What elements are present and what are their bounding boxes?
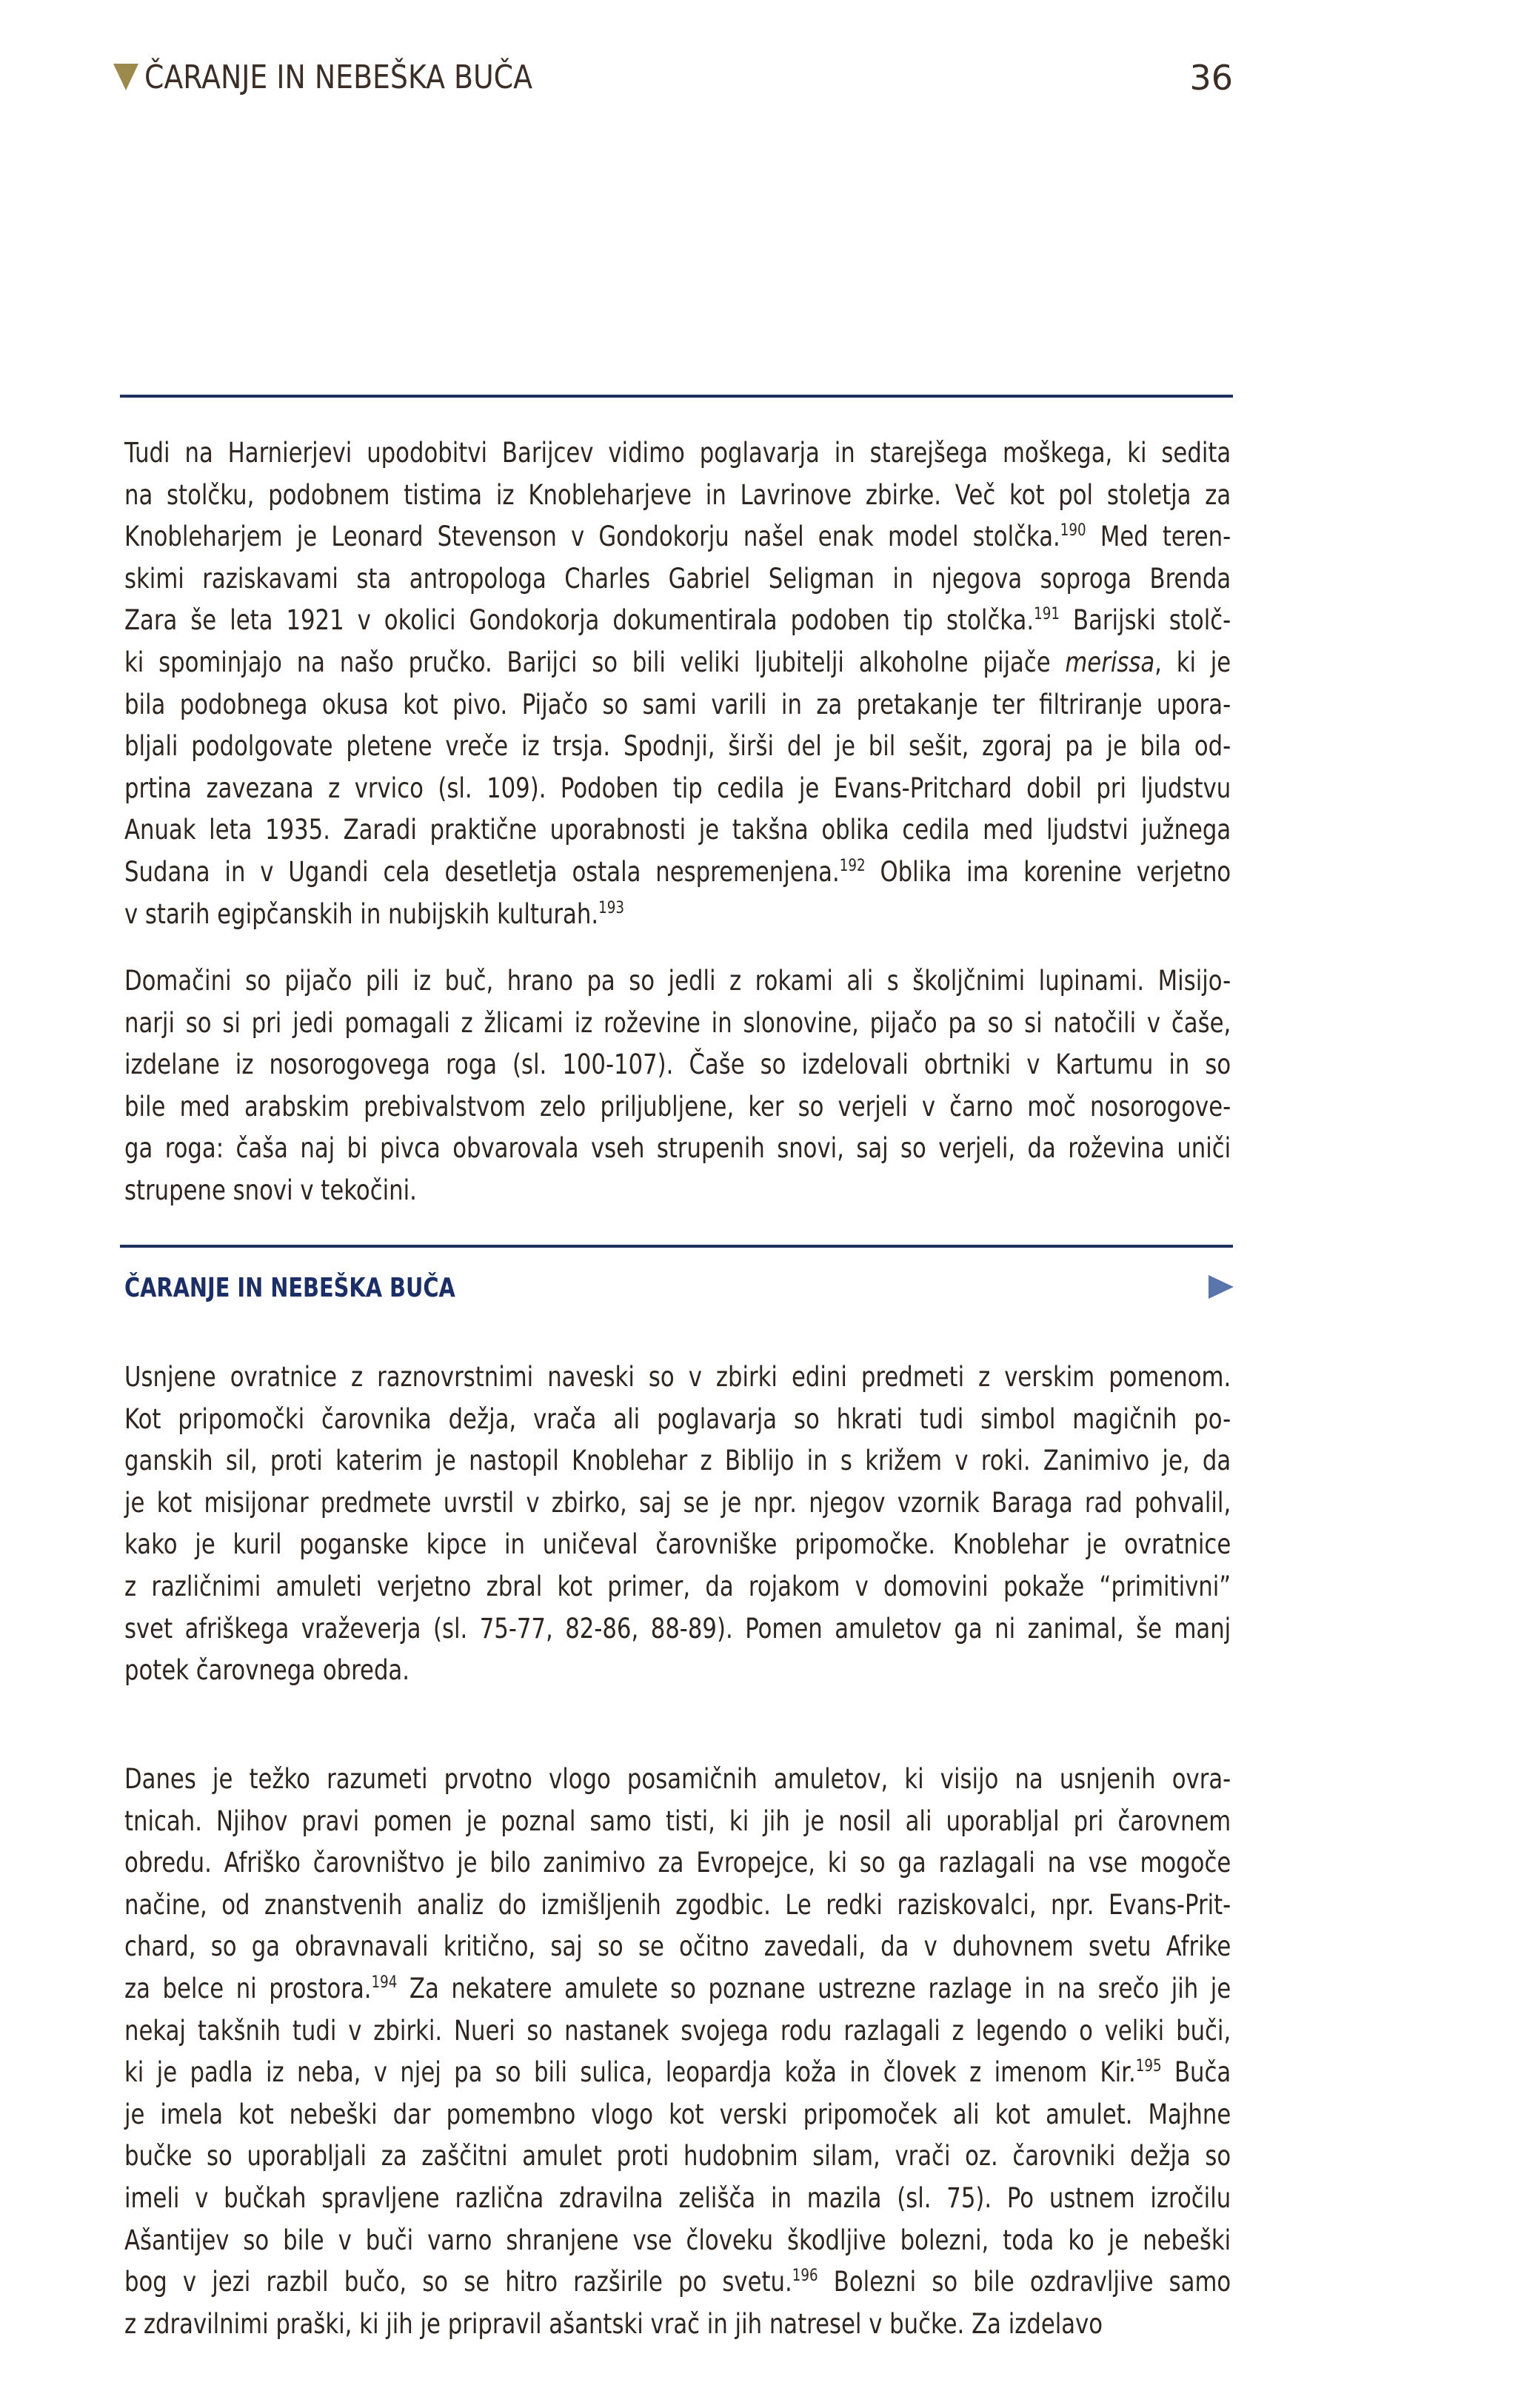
text-line: je kot misijonar predmete uvrstil v zbirko, saj se je npr. njegov vzornik Baraga rad pohvalil, xyxy=(124,1486,1231,1519)
text-line: Usnjene ovratnice z raznovrstnimi naveski so v zbirki edini predmeti z verskim pomenom. xyxy=(124,1361,1231,1393)
text-line: skimi raziskavami sta antropologa Charles Gabriel Seligman in njegova soproga Brenda xyxy=(124,562,1231,595)
text-line: Ašantijev so bile v buči varno shranjene vse človeku škodljive bolezni, toda ko je nebeški xyxy=(124,2224,1231,2256)
text-line: v starih egipčanskih in nubijskih kulturah.$^{193}$ xyxy=(124,897,624,930)
text-line: tnicah. Njihov pravi pomen je poznal samo tisti, ki jih je nosil ali uporabljal pri čarovnem xyxy=(124,1805,1231,1837)
footnote-ref[interactable]: 190 xyxy=(1060,521,1086,541)
text-line: kako je kuril poganske kipce in uničeval čarovniške pripomočke. Knoblehar je ovratnice xyxy=(124,1528,1231,1561)
text-line: na stolčku, podobnem tistima iz Knobleharjeve in Lavrinove zbirke. Več kot pol stoletja za xyxy=(124,478,1231,511)
text-line: bile med arabskim prebivalstvom zelo priljubljene, ker so verjeli v čarno moč nosorogove- xyxy=(124,1090,1231,1123)
text-line: narji so si pri jedi pomagali z žlicami iz roževine in slonovine, pijačo pa so si natočili v čaše, xyxy=(124,1006,1231,1039)
divider-top xyxy=(120,395,1233,398)
text-line: Kot pripomočki čarovnika dežja, vrača ali poglavarja so hkrati tudi simbol magičnih po- xyxy=(124,1402,1231,1435)
text-line: načine, od znanstvenih analiz do izmišljenih zgodbic. Le redki raziskovalci, npr. Evans-Prit- xyxy=(124,1888,1231,1921)
paragraph-4 xyxy=(124,1759,1231,2345)
triangle-down-icon xyxy=(113,64,138,90)
text-line: potek čarovnega obreda. xyxy=(124,1654,410,1687)
text-line: strupene snovi v tekočini. xyxy=(124,1174,417,1206)
text-line: izdelane iz nosorogovega roga (sl. 100-107). Čaše so izdelovali obrtniki v Kartumu in so xyxy=(124,1049,1231,1081)
text-line: Sudana in v Ugandi cela desetletja ostala nespremenjena.$^{192}$ Oblika ima korenine verjetno xyxy=(124,855,1231,888)
text-line: ga roga: čaša naj bi pivca obvarovala vseh strupenih snovi, saj so verjeli, da roževina uniči xyxy=(124,1132,1231,1165)
text-line: prtina zavezana z vrvico (sl. 109). Podoben tip cedila je Evans-Pritchard dobil pri ljudstvu xyxy=(124,772,1231,804)
paragraph-1 xyxy=(124,432,1231,935)
section-heading: ČARANJE IN NEBEŠKA BUČA xyxy=(124,1273,455,1303)
text-line: svet afriškega vraževerja (sl. 75-77, 82-86, 88-89). Pomen amuletov ga ni zanimal, še manj xyxy=(124,1612,1231,1645)
footnote-ref[interactable]: 194 xyxy=(371,1973,398,1992)
chapter-title: ČARANJE IN NEBEŠKA BUČA xyxy=(144,58,532,96)
text-line: ki je padla iz neba, v njej pa so bili sulica, leopardja koža in človek z imenom Kir.$^{195}$ Buča xyxy=(124,2056,1231,2089)
text-line: Anuak leta 1935. Zaradi praktične uporabnosti je takšna oblika cedila med ljudstvi južnega xyxy=(124,814,1231,846)
footnote-ref[interactable]: 196 xyxy=(792,2267,818,2286)
text-line: bučke so uporabljali za zaščitni amulet proti hudobnim silam, vrači oz. čarovniki dežja so xyxy=(124,2140,1231,2173)
paragraph-3 xyxy=(124,1357,1231,1692)
page-number: 36 xyxy=(1189,58,1233,98)
text-line: za belce ni prostora.$^{194}$ Za nekatere amulete so poznane ustrezne razlage in na srečo jih je xyxy=(124,1972,1231,2004)
text-line: nekaj takšnih tudi v zbirki. Nueri so nastanek svojega rodu razlagali z legendo o veliki buči, xyxy=(124,2014,1231,2047)
text-line: z zdravilnimi praški, ki jih je pripravil ašantski vrač in jih natresel v bučke. Za izdelavo xyxy=(124,2307,1103,2340)
triangle-right-icon[interactable] xyxy=(1209,1275,1234,1299)
text-line: je imela kot nebeški dar pomembno vlogo kot verski pripomoček ali kot amulet. Majhne xyxy=(124,2098,1231,2130)
text-line: Tudi na Harnierjevi upodobitvi Barijcev vidimo poglavarja in starejšega moškega, ki sedita xyxy=(124,437,1231,469)
text-line: Zara še leta 1921 v okolici Gondokorja dokumentirala podoben tip stolčka.$^{191}$ Barijski stolč- xyxy=(124,604,1231,637)
footnote-ref[interactable]: 192 xyxy=(839,856,866,875)
paragraph-2 xyxy=(124,960,1231,1212)
footnote-ref[interactable]: 195 xyxy=(1135,2057,1162,2076)
text-line: Danes je težko razumeti prvotno vlogo posamičnih amuletov, ki visijo na usnjenih ovra- xyxy=(124,1763,1231,1795)
text-line: bljali podolgovate pletene vreče iz trsja. Spodnji, širši del je bil sešit, zgoraj pa je bila od- xyxy=(124,730,1231,763)
text-line: chard, so ga obravnavali kritično, saj so se očitno zavedali, da v duhovnem svetu Afrike xyxy=(124,1930,1231,1963)
text-line: z različnimi amuleti verjetno zbral kot primer, da rojakom v domovini pokaže “primitivni” xyxy=(124,1570,1231,1602)
text-line: ki spominjajo na našo pručko. Barijci so bili veliki ljubitelji alkoholne pijače merissa, ki je xyxy=(124,646,1231,678)
divider-section xyxy=(120,1245,1233,1248)
running-header xyxy=(113,52,1233,104)
text-line: imeli v bučkah spravljene različna zdravilna zelišča in mazila (sl. 75). Po ustnem izročilu xyxy=(124,2181,1231,2214)
text-line: Domačini so pijačo pili iz buč, hrano pa so jedli z rokami ali s školjčnimi lupinami. Misijo- xyxy=(124,965,1231,997)
footnote-ref[interactable]: 191 xyxy=(1034,605,1060,624)
italic-term: merissa xyxy=(1065,646,1155,678)
text-line: obredu. Afriško čarovništvo je bilo zanimivo za Evropejce, ki so ga razlagali na vse mogoče xyxy=(124,1847,1231,1879)
text-line: bila podobnega okusa kot pivo. Pijačo so sami varili in za pretakanje ter filtriranje upora- xyxy=(124,688,1231,720)
text-line: Knobleharjem je Leonard Stevenson v Gondokorju našel enak model stolčka.$^{190}$ Med teren- xyxy=(124,521,1231,553)
text-line: bog v jezi razbil bučo, so se hitro razširile po svetu.$^{196}$ Bolezni so bile ozdravljive samo xyxy=(124,2266,1231,2298)
footnote-ref[interactable]: 193 xyxy=(598,898,624,917)
text-line: ganskih sil, proti katerim je nastopil Knoblehar z Biblijo in s križem v roki. Zanimivo je, da xyxy=(124,1445,1231,1477)
